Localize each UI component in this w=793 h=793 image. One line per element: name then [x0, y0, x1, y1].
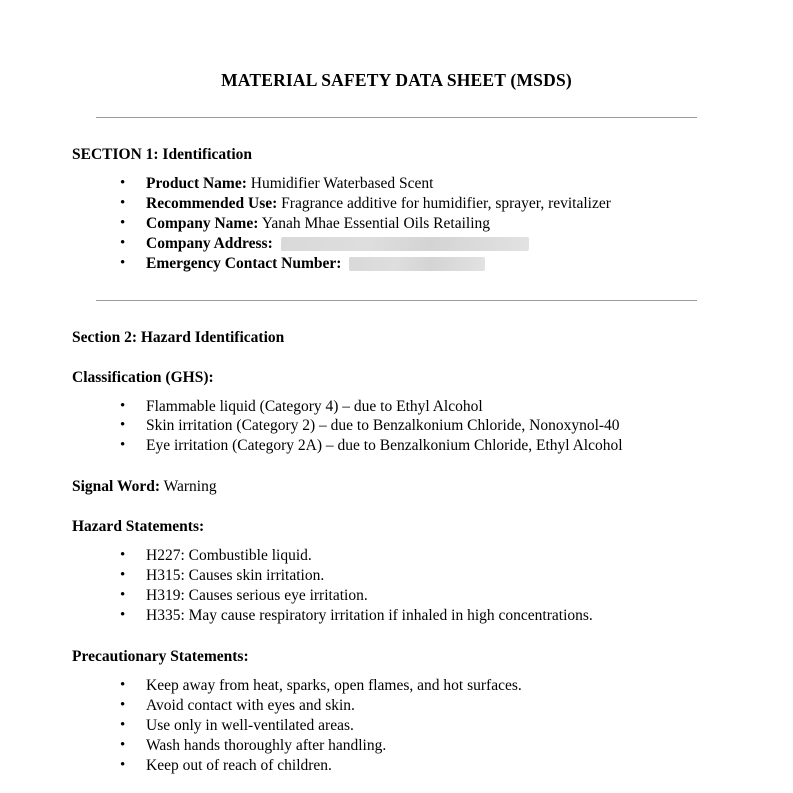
list-item: • H227: Combustible liquid.: [120, 547, 721, 566]
list-item: • H335: May cause respiratory irritation if inhaled in high concentrations.: [120, 607, 721, 626]
identification-value: Fragrance additive for humidifier, sprayer, revitalizer: [281, 194, 611, 212]
list-item: [120, 195, 721, 214]
precautionary-statements-list: [72, 677, 721, 776]
list-item: • Keep out of reach of children.: [120, 757, 721, 776]
identification-value: Humidifier Waterbased Scent: [250, 175, 434, 192]
identification-label: Emergency Contact Number:: [146, 254, 342, 272]
identification-label: Product Name:: [146, 175, 247, 192]
list-item: • Keep away from heat, sparks, open flames, and hot surfaces.: [120, 677, 721, 696]
hazard-statements-heading: Hazard Statements:: [72, 518, 205, 536]
classification-heading: Classification (GHS):: [72, 368, 214, 386]
section-1-heading: SECTION 1: Identification: [72, 146, 252, 163]
redacted-emergency-contact: [349, 257, 485, 271]
list-item: • H315: Causes skin irritation.: [120, 567, 721, 586]
redacted-company-address: [281, 237, 529, 251]
classification-list: [72, 398, 721, 457]
divider-middle: [96, 300, 697, 301]
list-item: • Use only in well-ventilated areas.: [120, 717, 721, 736]
list-item: [120, 175, 721, 194]
identification-label: Company Address:: [146, 234, 273, 252]
list-item: [120, 215, 721, 234]
signal-word-value: Warning: [163, 478, 217, 496]
list-item: • Eye irritation (Category 2A) – due to Benzalkonium Chloride, Ethyl Alcohol: [120, 437, 721, 456]
list-item: • Wash hands thoroughly after handling.: [120, 737, 721, 756]
page-title: MATERIAL SAFETY DATA SHEET (MSDS): [221, 70, 572, 90]
hazard-statements-list: [72, 547, 721, 626]
list-item: [120, 235, 721, 254]
list-item: [120, 255, 721, 274]
list-item: • Avoid contact with eyes and skin.: [120, 697, 721, 716]
identification-label: Recommended Use:: [146, 194, 278, 212]
precautionary-statements-heading: Precautionary Statements:: [72, 647, 249, 665]
signal-word-label: Signal Word:: [72, 478, 161, 496]
section-2-heading: Section 2: Hazard Identification: [72, 328, 285, 346]
list-item: • Skin irritation (Category 2) – due to Benzalkonium Chloride, Nonoxynol-40: [120, 417, 721, 436]
section-1-list: [72, 175, 721, 274]
signal-word-line: [72, 478, 721, 496]
list-item: • Flammable liquid (Category 4) – due to Ethyl Alcohol: [120, 398, 721, 417]
list-item: • H319: Causes serious eye irritation.: [120, 587, 721, 606]
divider-top: [96, 117, 697, 118]
identification-value: Yanah Mhae Essential Oils Retailing: [261, 214, 491, 232]
identification-label: Company Name:: [146, 214, 259, 232]
